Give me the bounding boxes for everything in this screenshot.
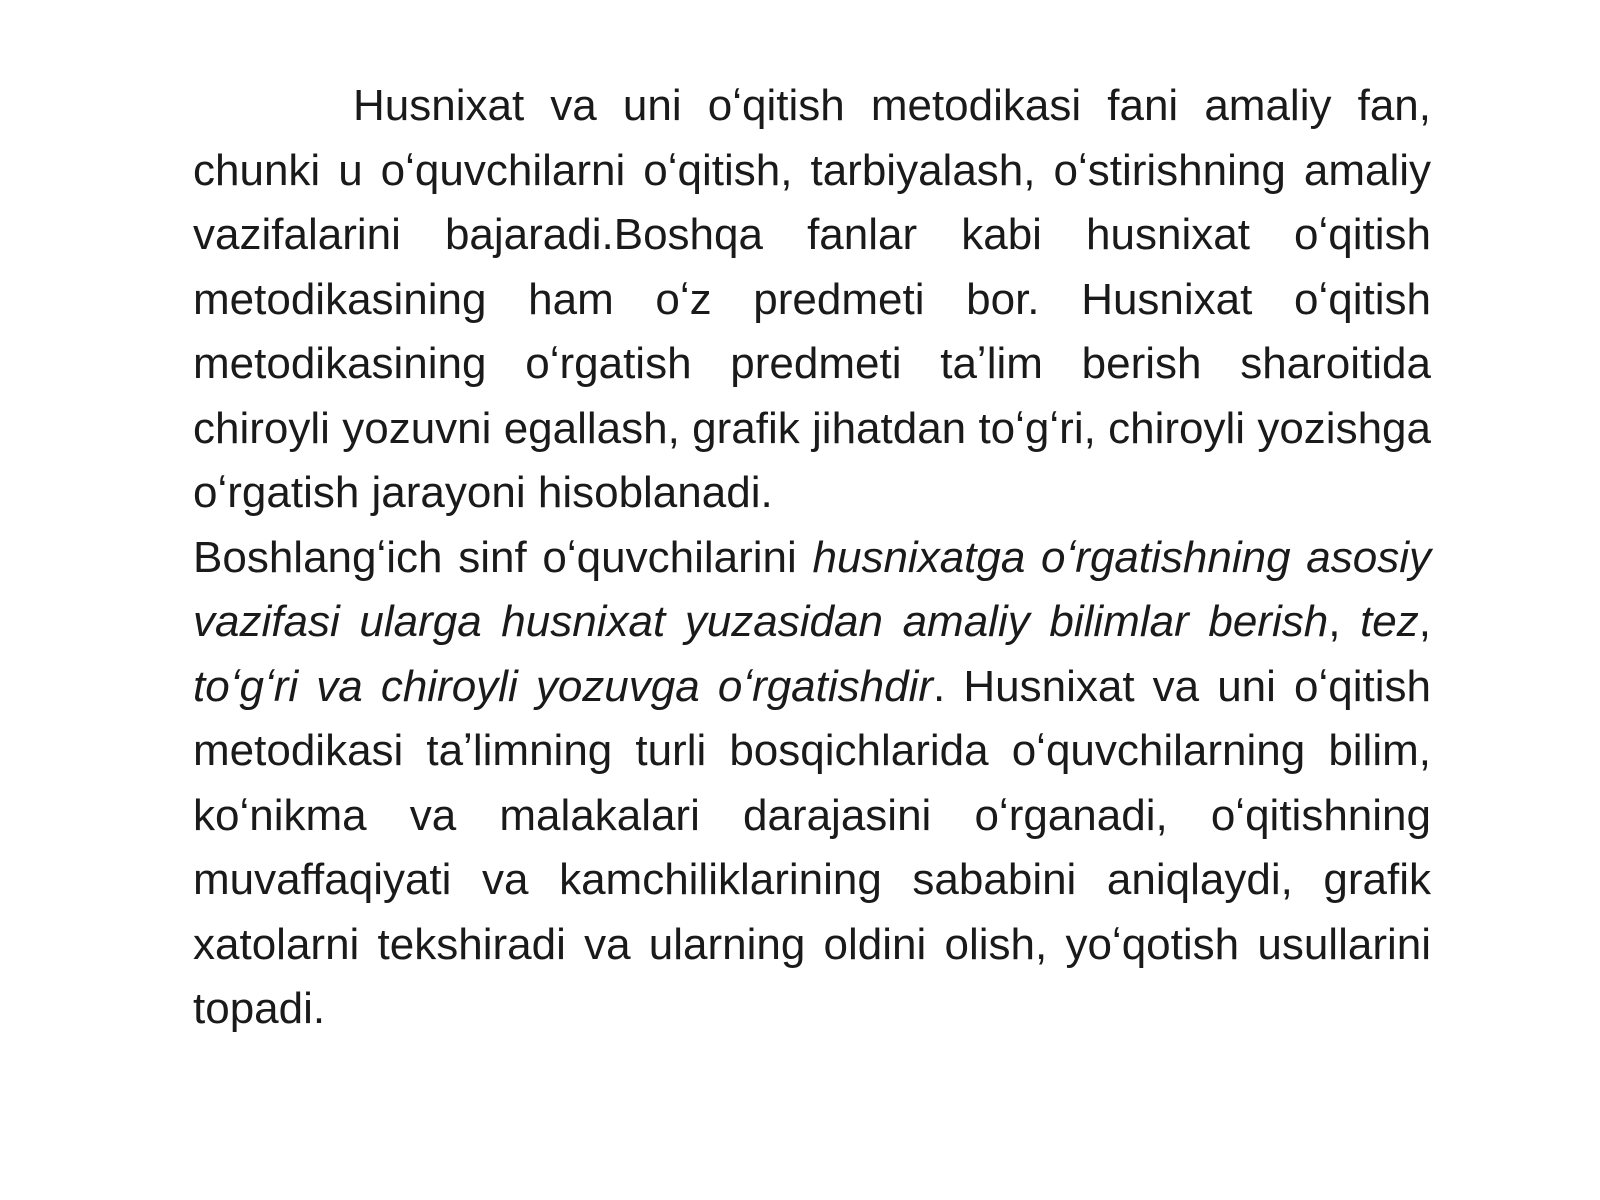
paragraph-1: Husnixat va uni oʻqitish metodikasi fani amaliy fan, chunki u oʻquvchilarni oʻqitish, tarbiyalash, oʻstirishning amaliy vazifalarini bajaradi.Boshqa fanlar kabi husnixat oʻqitish metodikasining ham oʻz predmeti bor. Husnixat oʻqitish metodikasining oʻrgatish predmeti taʼlim berish sharoitida chiroyli yozuvni egallash, grafik jihatdan toʻgʻri, chiroyli yozishga oʻrgatish jarayoni hisoblanadi. [193, 81, 1431, 517]
paragraph-2-emphasis-2: tez [1360, 597, 1419, 646]
paragraph-2-emphasis-3: toʻgʻri va chiroyli yozuvga oʻrgatishdir [193, 661, 934, 711]
paragraph-2-emphasis-1: husnixatga oʻrgatishning asosiy vazifasi ularga husnixat yuzasidan amaliy bilimlar berish [193, 532, 1431, 646]
paragraph-2-separator-2: , [1418, 597, 1432, 646]
paragraph-2-lead: Boshlangʻich sinf oʻquvchilarini [193, 532, 813, 582]
paragraph-2 [193, 526, 1431, 1042]
paragraph-2-tail: . Husnixat va uni oʻqitish metodikasi taʼlimning turli bosqichlarida oʻquvchilarning bilim, koʻnikma va malakalari darajasini oʻrganadi, oʻqitishning muvaffaqiyati va kamchiliklarining sababini aniqlaydi, grafik xatolarni tekshiradi va ularning oldini olish, yoʻqotish usullarini topadi. [193, 661, 1431, 1033]
body-text [193, 74, 1431, 1042]
paragraph-2-separator-1: , [1328, 597, 1361, 646]
